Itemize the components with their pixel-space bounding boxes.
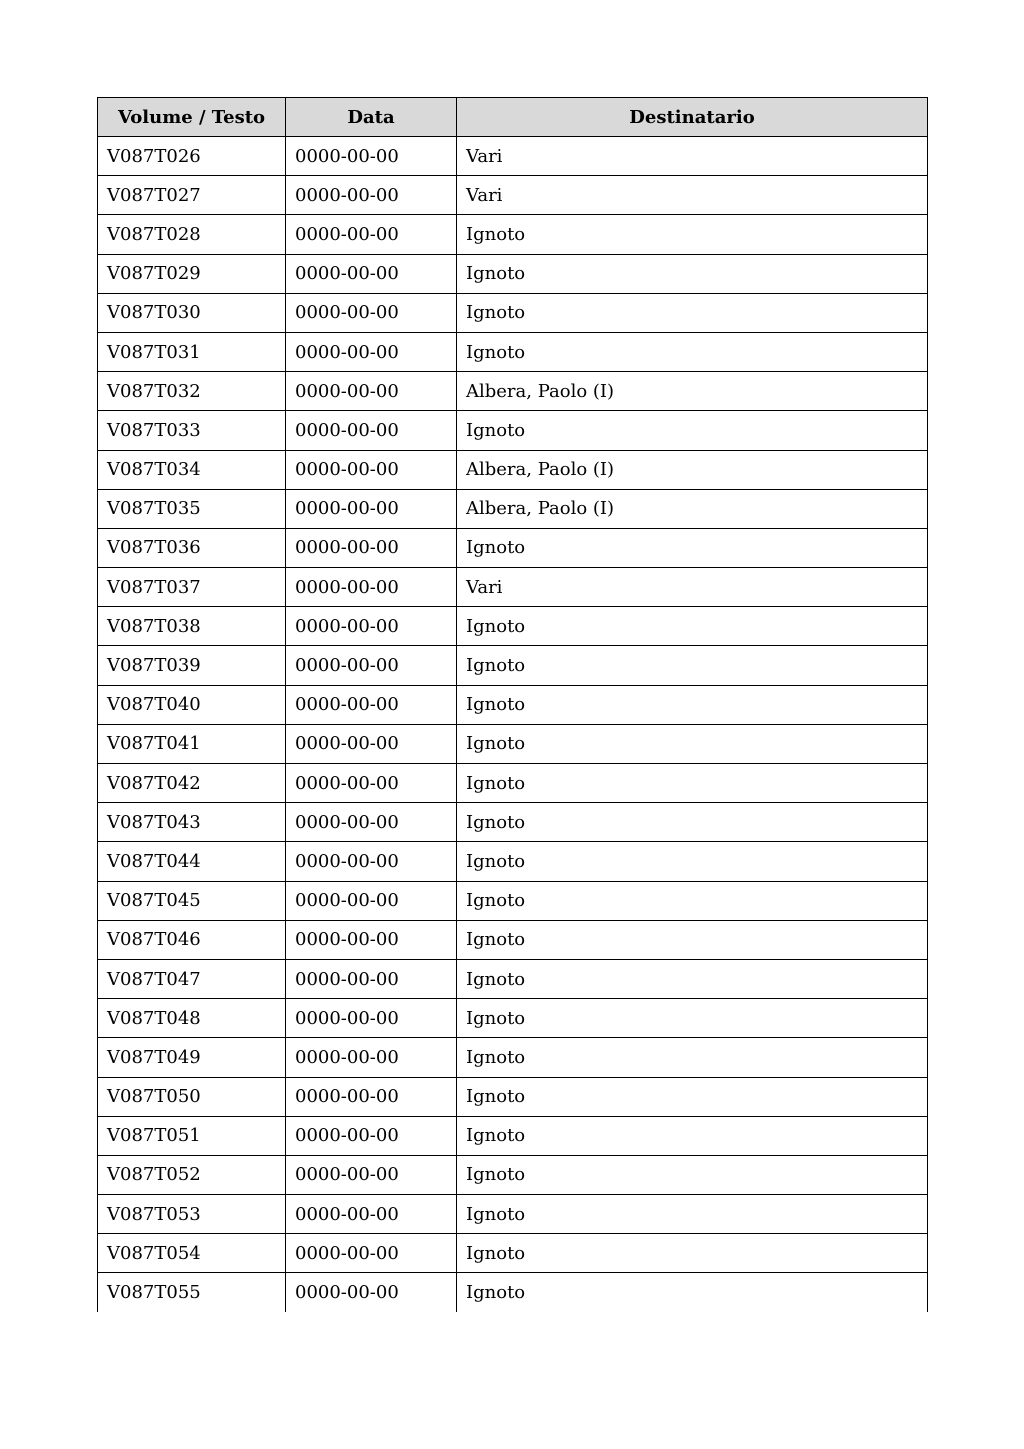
table-body xyxy=(98,137,928,1313)
table-row xyxy=(98,959,928,998)
cell-destinatario: Ignoto xyxy=(457,959,928,998)
table-row xyxy=(98,528,928,567)
cell-data: 0000-00-00 xyxy=(286,1038,457,1077)
cell-volume-testo: V087T039 xyxy=(98,646,286,685)
table-row xyxy=(98,999,928,1038)
cell-volume-testo: V087T049 xyxy=(98,1038,286,1077)
table-row xyxy=(98,332,928,371)
cell-destinatario: Vari xyxy=(457,176,928,215)
cell-volume-testo: V087T043 xyxy=(98,803,286,842)
table-row xyxy=(98,254,928,293)
table-row xyxy=(98,881,928,920)
cell-data: 0000-00-00 xyxy=(286,254,457,293)
cell-volume-testo: V087T051 xyxy=(98,1116,286,1155)
cell-data: 0000-00-00 xyxy=(286,959,457,998)
cell-data: 0000-00-00 xyxy=(286,215,457,254)
cell-volume-testo: V087T044 xyxy=(98,842,286,881)
cell-volume-testo: V087T027 xyxy=(98,176,286,215)
cell-volume-testo: V087T030 xyxy=(98,293,286,332)
cell-volume-testo: V087T054 xyxy=(98,1234,286,1273)
cell-destinatario: Ignoto xyxy=(457,842,928,881)
cell-volume-testo: V087T034 xyxy=(98,450,286,489)
table-row xyxy=(98,724,928,763)
table-row xyxy=(98,920,928,959)
header-row xyxy=(98,98,928,137)
cell-data: 0000-00-00 xyxy=(286,137,457,176)
cell-destinatario: Ignoto xyxy=(457,1273,928,1312)
cell-volume-testo: V087T037 xyxy=(98,568,286,607)
cell-destinatario: Ignoto xyxy=(457,528,928,567)
cell-data: 0000-00-00 xyxy=(286,489,457,528)
cell-volume-testo: V087T038 xyxy=(98,607,286,646)
cell-destinatario: Ignoto xyxy=(457,332,928,371)
cell-destinatario: Ignoto xyxy=(457,803,928,842)
cell-data: 0000-00-00 xyxy=(286,176,457,215)
cell-data: 0000-00-00 xyxy=(286,764,457,803)
table-row xyxy=(98,1195,928,1234)
table-row xyxy=(98,1273,928,1312)
cell-volume-testo: V087T041 xyxy=(98,724,286,763)
cell-data: 0000-00-00 xyxy=(286,685,457,724)
table-row xyxy=(98,176,928,215)
cell-destinatario: Ignoto xyxy=(457,1116,928,1155)
cell-data: 0000-00-00 xyxy=(286,332,457,371)
cell-destinatario: Ignoto xyxy=(457,607,928,646)
cell-data: 0000-00-00 xyxy=(286,920,457,959)
cell-volume-testo: V087T035 xyxy=(98,489,286,528)
cell-data: 0000-00-00 xyxy=(286,293,457,332)
cell-data: 0000-00-00 xyxy=(286,568,457,607)
table-row xyxy=(98,372,928,411)
cell-data: 0000-00-00 xyxy=(286,528,457,567)
cell-destinatario: Albera, Paolo (I) xyxy=(457,489,928,528)
cell-destinatario: Ignoto xyxy=(457,1038,928,1077)
cell-data: 0000-00-00 xyxy=(286,842,457,881)
cell-data: 0000-00-00 xyxy=(286,372,457,411)
table-header xyxy=(98,98,928,137)
table-row xyxy=(98,293,928,332)
column-header-destinatario: Destinatario xyxy=(457,98,928,137)
cell-destinatario: Vari xyxy=(457,568,928,607)
cell-destinatario: Ignoto xyxy=(457,215,928,254)
cell-destinatario: Ignoto xyxy=(457,1234,928,1273)
table-row xyxy=(98,411,928,450)
table-row xyxy=(98,803,928,842)
cell-data: 0000-00-00 xyxy=(286,724,457,763)
cell-volume-testo: V087T050 xyxy=(98,1077,286,1116)
table-row xyxy=(98,450,928,489)
cell-data: 0000-00-00 xyxy=(286,607,457,646)
cell-volume-testo: V087T029 xyxy=(98,254,286,293)
cell-destinatario: Ignoto xyxy=(457,1195,928,1234)
cell-destinatario: Ignoto xyxy=(457,254,928,293)
table-row xyxy=(98,764,928,803)
cell-destinatario: Ignoto xyxy=(457,920,928,959)
cell-data: 0000-00-00 xyxy=(286,999,457,1038)
cell-volume-testo: V087T028 xyxy=(98,215,286,254)
cell-data: 0000-00-00 xyxy=(286,1273,457,1312)
cell-destinatario: Vari xyxy=(457,137,928,176)
cell-volume-testo: V087T033 xyxy=(98,411,286,450)
cell-data: 0000-00-00 xyxy=(286,1116,457,1155)
cell-destinatario: Ignoto xyxy=(457,646,928,685)
table-row xyxy=(98,607,928,646)
cell-destinatario: Ignoto xyxy=(457,1155,928,1194)
table-row xyxy=(98,1116,928,1155)
cell-data: 0000-00-00 xyxy=(286,1155,457,1194)
letters-table xyxy=(97,97,928,1312)
column-header-data: Data xyxy=(286,98,457,137)
cell-data: 0000-00-00 xyxy=(286,803,457,842)
cell-destinatario: Ignoto xyxy=(457,764,928,803)
cell-destinatario: Ignoto xyxy=(457,999,928,1038)
cell-volume-testo: V087T032 xyxy=(98,372,286,411)
cell-data: 0000-00-00 xyxy=(286,1234,457,1273)
cell-destinatario: Albera, Paolo (I) xyxy=(457,450,928,489)
cell-volume-testo: V087T053 xyxy=(98,1195,286,1234)
cell-destinatario: Ignoto xyxy=(457,724,928,763)
cell-volume-testo: V087T042 xyxy=(98,764,286,803)
table-row xyxy=(98,685,928,724)
table-row xyxy=(98,1077,928,1116)
cell-volume-testo: V087T046 xyxy=(98,920,286,959)
cell-data: 0000-00-00 xyxy=(286,1195,457,1234)
cell-volume-testo: V087T036 xyxy=(98,528,286,567)
cell-destinatario: Ignoto xyxy=(457,411,928,450)
table-row xyxy=(98,137,928,176)
table-row xyxy=(98,215,928,254)
table-row xyxy=(98,489,928,528)
cell-destinatario: Ignoto xyxy=(457,293,928,332)
table-row xyxy=(98,1155,928,1194)
cell-destinatario: Ignoto xyxy=(457,881,928,920)
cell-destinatario: Albera, Paolo (I) xyxy=(457,372,928,411)
cell-volume-testo: V087T026 xyxy=(98,137,286,176)
cell-volume-testo: V087T048 xyxy=(98,999,286,1038)
table-row xyxy=(98,1038,928,1077)
table-row xyxy=(98,842,928,881)
cell-volume-testo: V087T047 xyxy=(98,959,286,998)
table-row xyxy=(98,1234,928,1273)
cell-destinatario: Ignoto xyxy=(457,1077,928,1116)
table-row xyxy=(98,646,928,685)
cell-volume-testo: V087T040 xyxy=(98,685,286,724)
column-header-volume-testo: Volume / Testo xyxy=(98,98,286,137)
cell-data: 0000-00-00 xyxy=(286,411,457,450)
cell-data: 0000-00-00 xyxy=(286,646,457,685)
cell-volume-testo: V087T052 xyxy=(98,1155,286,1194)
cell-data: 0000-00-00 xyxy=(286,1077,457,1116)
cell-data: 0000-00-00 xyxy=(286,450,457,489)
cell-volume-testo: V087T045 xyxy=(98,881,286,920)
table-row xyxy=(98,568,928,607)
cell-data: 0000-00-00 xyxy=(286,881,457,920)
cell-volume-testo: V087T055 xyxy=(98,1273,286,1312)
cell-destinatario: Ignoto xyxy=(457,685,928,724)
cell-volume-testo: V087T031 xyxy=(98,332,286,371)
